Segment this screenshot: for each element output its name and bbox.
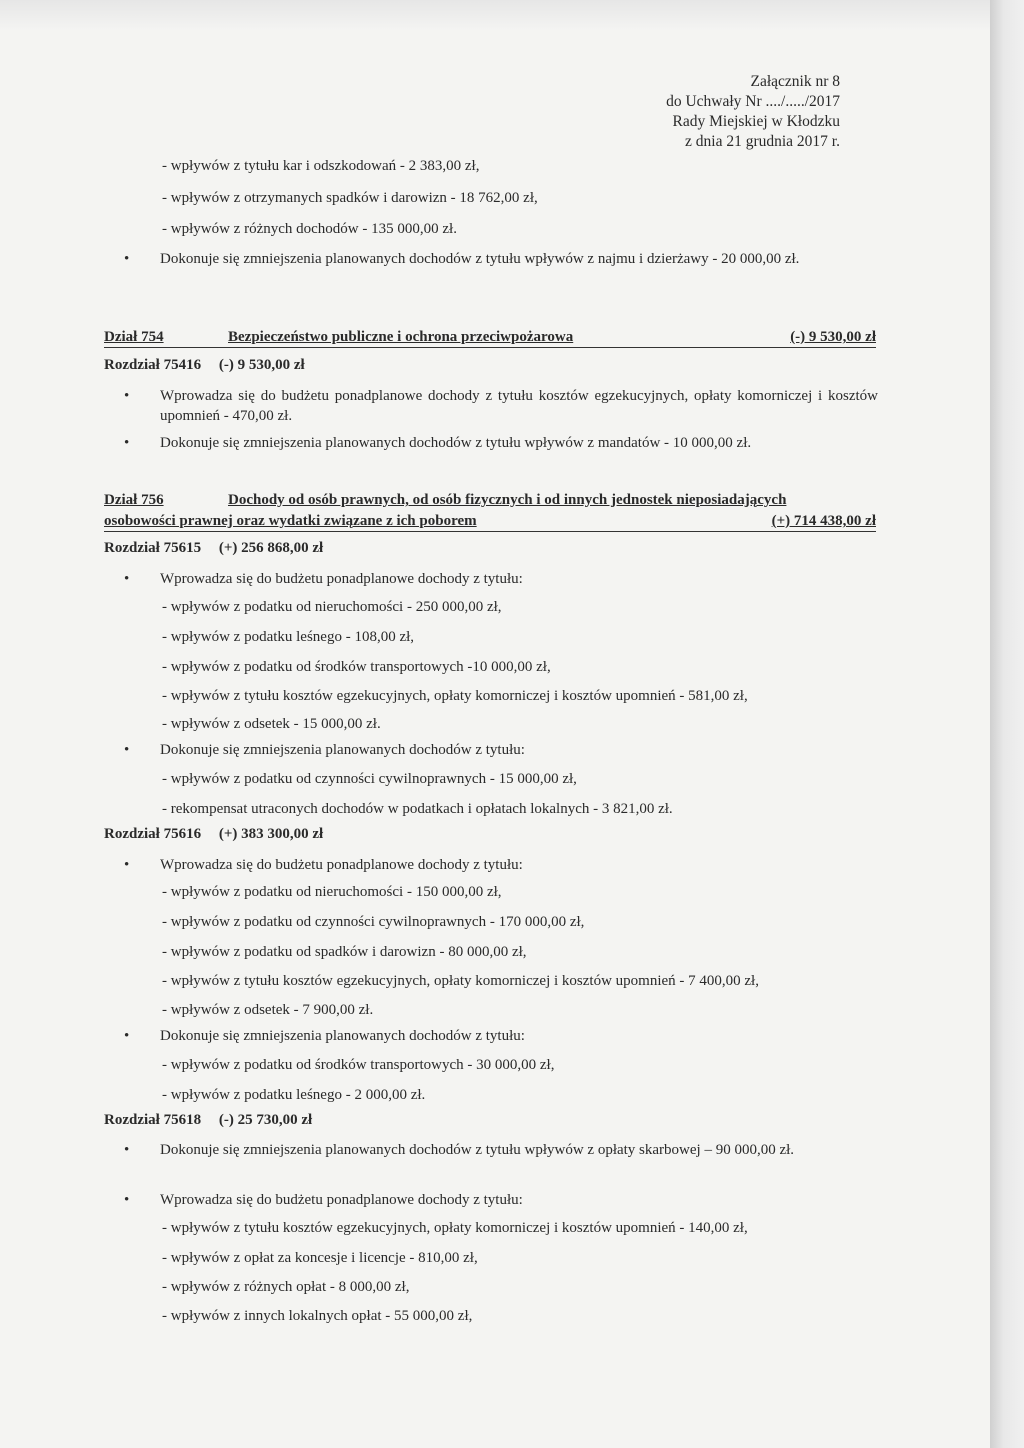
bullet-item: • Wprowadza się do budżetu ponadplanowe dochody z tytułu: <box>160 1190 878 1210</box>
subsection-heading-75615 <box>104 540 323 557</box>
bullet-item: • Dokonuje się zmniejszenia planowanych dochodów z tytułu: <box>160 1026 878 1046</box>
header-line: do Uchwały Nr ..../...../2017 <box>666 93 840 110</box>
section-amount: (+) 714 438,00 zł <box>771 513 876 529</box>
header-line: z dnia 21 grudnia 2017 r. <box>685 133 840 150</box>
bullet-item: • Wprowadza się do budżetu ponadplanowe dochody z tytułu: <box>160 855 878 875</box>
list-item: - wpływów z podatku od środków transportowych -10 000,00 zł, <box>162 659 551 675</box>
subsection-heading-75618 <box>104 1112 312 1129</box>
section-label: Dział 756 <box>104 492 164 508</box>
list-item: - wpływów z różnych dochodów - 135 000,00 zł. <box>162 221 457 237</box>
section-title: Dochody od osób prawnych, od osób fizycznych i od innych jednostek nieposiadających <box>228 492 787 508</box>
subsection-amount: (-) 9 530,00 zł <box>218 357 305 373</box>
list-item: - rekompensat utraconych dochodów w podatkach i opłatach lokalnych - 3 821,00 zł. <box>162 801 673 817</box>
subsection-amount: (+) 383 300,00 zł <box>218 826 324 842</box>
subsection-label: Rozdział 75616 <box>104 826 202 842</box>
list-item: - wpływów z odsetek - 15 000,00 zł. <box>162 716 381 732</box>
list-item: - wpływów z podatku od nieruchomości - 250 000,00 zł, <box>162 599 502 615</box>
list-item: - wpływów z tytułu kosztów egzekucyjnych, opłaty komorniczej i kosztów upomnień - 140,00 zł, <box>162 1220 748 1236</box>
list-item: - wpływów z podatku od czynności cywilnoprawnych - 170 000,00 zł, <box>162 914 585 930</box>
list-item: - wpływów z otrzymanych spadków i darowizn - 18 762,00 zł, <box>162 190 538 206</box>
list-item: - wpływów z opłat za koncesje i licencje - 810,00 zł, <box>162 1250 478 1266</box>
list-item: - wpływów z podatku od spadków i darowizn - 80 000,00 zł, <box>162 944 527 960</box>
section-heading-756 <box>104 492 876 509</box>
list-item: - wpływów z tytułu kosztów egzekucyjnych, opłaty komorniczej i kosztów upomnień - 7 400,00 zł, <box>162 973 759 989</box>
subsection-label: Rozdział 75618 <box>104 1112 202 1128</box>
subsection-amount: (-) 25 730,00 zł <box>218 1112 313 1128</box>
scan-top-shadow <box>0 0 990 30</box>
section-rule <box>104 531 876 532</box>
bullet-item: • Dokonuje się zmniejszenia planowanych dochodów z tytułu wpływów z opłaty skarbowej – 90 000,00 zł. <box>160 1140 878 1160</box>
list-item: - wpływów z podatku leśnego - 2 000,00 zł. <box>162 1087 426 1103</box>
list-item: - wpływów z podatku leśnego - 108,00 zł, <box>162 629 415 645</box>
section-title-cont: osobowości prawnej oraz wydatki związane z ich poborem <box>104 513 477 529</box>
list-item: - wpływów z podatku od środków transportowych - 30 000,00 zł, <box>162 1057 555 1073</box>
bullet-item: • Dokonuje się zmniejszenia planowanych dochodów z tytułu: <box>160 740 878 760</box>
section-title: Bezpieczeństwo publiczne i ochrona przeciwpożarowa <box>228 329 574 345</box>
subsection-label: Rozdział 75615 <box>104 540 202 556</box>
header-line: Załącznik nr 8 <box>750 73 840 90</box>
list-item: - wpływów z różnych opłat - 8 000,00 zł, <box>162 1279 410 1295</box>
list-item: - wpływów z innych lokalnych opłat - 55 000,00 zł, <box>162 1308 473 1324</box>
subsection-label: Rozdział 75416 <box>104 357 202 373</box>
bullet-item: • Dokonuje się zmniejszenia planowanych dochodów z tytułu wpływów z najmu i dzierżawy - 20 000,00 zł. <box>160 249 878 269</box>
list-item: - wpływów z odsetek - 7 900,00 zł. <box>162 1002 374 1018</box>
section-label: Dział 754 <box>104 329 164 345</box>
list-item: - wpływów z tytułu kosztów egzekucyjnych, opłaty komorniczej i kosztów upomnień - 581,00 zł, <box>162 688 748 704</box>
bullet-item: • Wprowadza się do budżetu ponadplanowe dochody z tytułu: <box>160 569 878 589</box>
list-item: - wpływów z podatku od czynności cywilnoprawnych - 15 000,00 zł, <box>162 771 577 787</box>
list-item: - wpływów z podatku od nieruchomości - 150 000,00 zł, <box>162 884 502 900</box>
subsection-heading-75416 <box>104 357 305 374</box>
bullet-item: • Dokonuje się zmniejszenia planowanych dochodów z tytułu wpływów z mandatów - 10 000,00 zł. <box>160 433 878 453</box>
section-amount: (-) 9 530,00 zł <box>790 329 876 345</box>
attachment-header <box>666 72 840 152</box>
subsection-heading-75616 <box>104 826 323 843</box>
section-rule <box>104 347 876 348</box>
scan-right-edge <box>990 0 1024 1448</box>
section-heading-754 <box>104 329 876 346</box>
header-line: Rady Miejskiej w Kłodzku <box>672 113 840 130</box>
bullet-item: • Wprowadza się do budżetu ponadplanowe dochody z tytułu kosztów egzekucyjnych, opłaty komorniczej i kosztów upomnień - 470,00 zł. <box>160 386 878 426</box>
subsection-amount: (+) 256 868,00 zł <box>218 540 324 556</box>
section-heading-756-cont <box>104 513 876 530</box>
list-item: - wpływów z tytułu kar i odszkodowań - 2 383,00 zł, <box>162 158 480 174</box>
